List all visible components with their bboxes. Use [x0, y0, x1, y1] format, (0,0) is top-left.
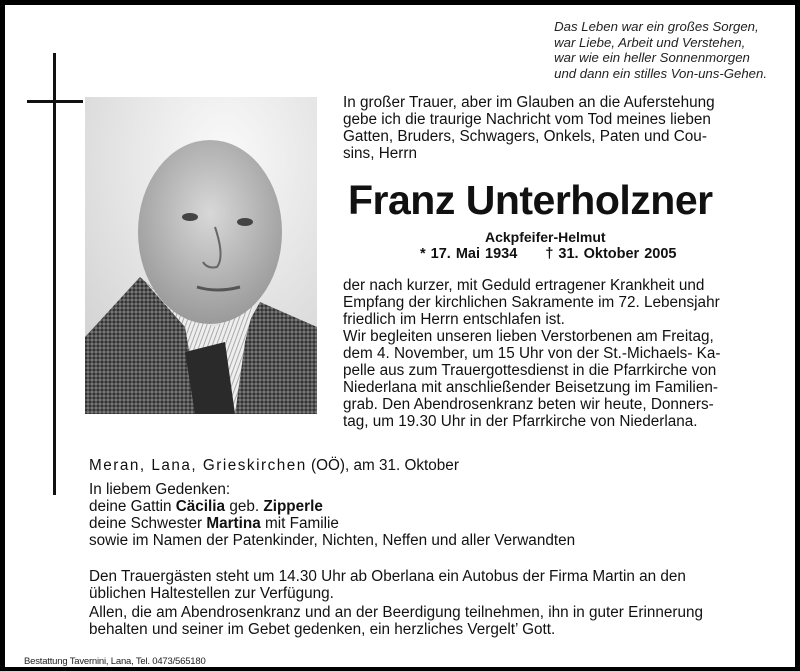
intro-line: gebe ich die traurige Nachricht vom Tod meines lieben [343, 111, 711, 128]
mourner-others: sowie im Namen der Patenkinder, Nichten, Neffen und aller Verwandten [89, 532, 576, 549]
poem-line: war wie ein heller Sonnenmorgen [554, 50, 750, 65]
life-dates [420, 246, 677, 262]
intro-line: sins, Herrn [343, 145, 417, 162]
undertaker-credit: Bestattung Tavernini, Lana, Tel. 0473/565180 [24, 656, 206, 667]
bus-line: üblichen Haltestellen zur Verfügung. [89, 585, 334, 602]
places: Meran, Lana, Grieskirchen [89, 457, 307, 474]
deceased-nickname: Ackpfeifer-Helmut [485, 229, 606, 245]
label: deine Gattin [89, 498, 176, 515]
cross-icon [53, 53, 56, 495]
mourner-sister [89, 515, 575, 532]
thanks-paragraph [89, 604, 779, 638]
notice-line: der nach kurzer, mit Geduld ertragener Krankheit und [343, 277, 705, 294]
portrait-illustration [85, 97, 317, 414]
intro-line: In großer Trauer, aber im Glauben an die Auferstehung [343, 94, 715, 111]
label: geb. [225, 498, 264, 515]
death-notice-paragraph [343, 277, 775, 328]
funeral-line: Wir begleiten unseren lieben Verstorbenen am Freitag, [343, 328, 714, 345]
label: deine Schwester [89, 515, 207, 532]
poem-line: Das Leben war ein großes Sorgen, [554, 19, 759, 34]
sister-name: Martina [206, 515, 261, 532]
notice-line: Empfang der kirchlichen Sakramente im 72. Lebensjahr [343, 294, 720, 311]
deceased-name: Franz Unterholzner [348, 177, 713, 223]
label: mit Familie [260, 515, 339, 532]
funeral-paragraph [343, 328, 775, 430]
wife-name: Cäcilia [175, 498, 226, 515]
funeral-line: tag, um 19.30 Uhr in der Pfarrkirche von Niederlana. [343, 413, 698, 430]
poem [554, 19, 767, 81]
death-date: † 31. Oktober 2005 [545, 246, 677, 262]
funeral-line: Niederlana mit anschließender Beisetzung im Familien- [343, 379, 718, 396]
obituary-notice [5, 5, 795, 667]
bus-notice [89, 568, 779, 602]
funeral-line: grab. Den Abendrosenkranz beten wir heute, Donners- [343, 396, 714, 413]
thanks-line: Allen, die am Abendrosenkranz und an der Beerdigung teilnehmen, ihn in guter Erinnerung [89, 604, 703, 621]
poem-line: und dann ein stilles Von-uns-Gehen. [554, 65, 767, 81]
bus-line: Den Trauergästen steht um 14.30 Uhr ab Oberlana ein Autobus der Firma Martin an den [89, 568, 686, 585]
mourners-list [89, 481, 575, 549]
notice-line: friedlich im Herrn entschlafen ist. [343, 311, 565, 328]
intro-line: Gatten, Bruders, Schwagers, Onkels, Paten und Cou- [343, 128, 707, 145]
mourners-heading: In liebem Gedenken: [89, 481, 231, 498]
funeral-line: pelle aus zum Trauergottesdienst in die Pfarrkirche von [343, 362, 717, 379]
date: (OÖ), am 31. Oktober [306, 457, 459, 474]
portrait-photo [85, 97, 317, 414]
mourner-wife [89, 498, 575, 515]
wife-maiden-name: Zipperle [263, 498, 323, 515]
birth-date: * 17. Mai 1934 [420, 246, 518, 262]
thanks-line: behalten und seiner im Gebet gedenken, ein herzliches Vergelt’ Gott. [89, 621, 556, 638]
funeral-line: dem 4. November, um 15 Uhr von der St.-Michaels- Ka- [343, 345, 721, 362]
intro-paragraph [343, 94, 775, 162]
cross-icon-bar [27, 100, 83, 103]
poem-line: war Liebe, Arbeit und Verstehen, [554, 34, 746, 50]
place-and-date [89, 457, 459, 475]
